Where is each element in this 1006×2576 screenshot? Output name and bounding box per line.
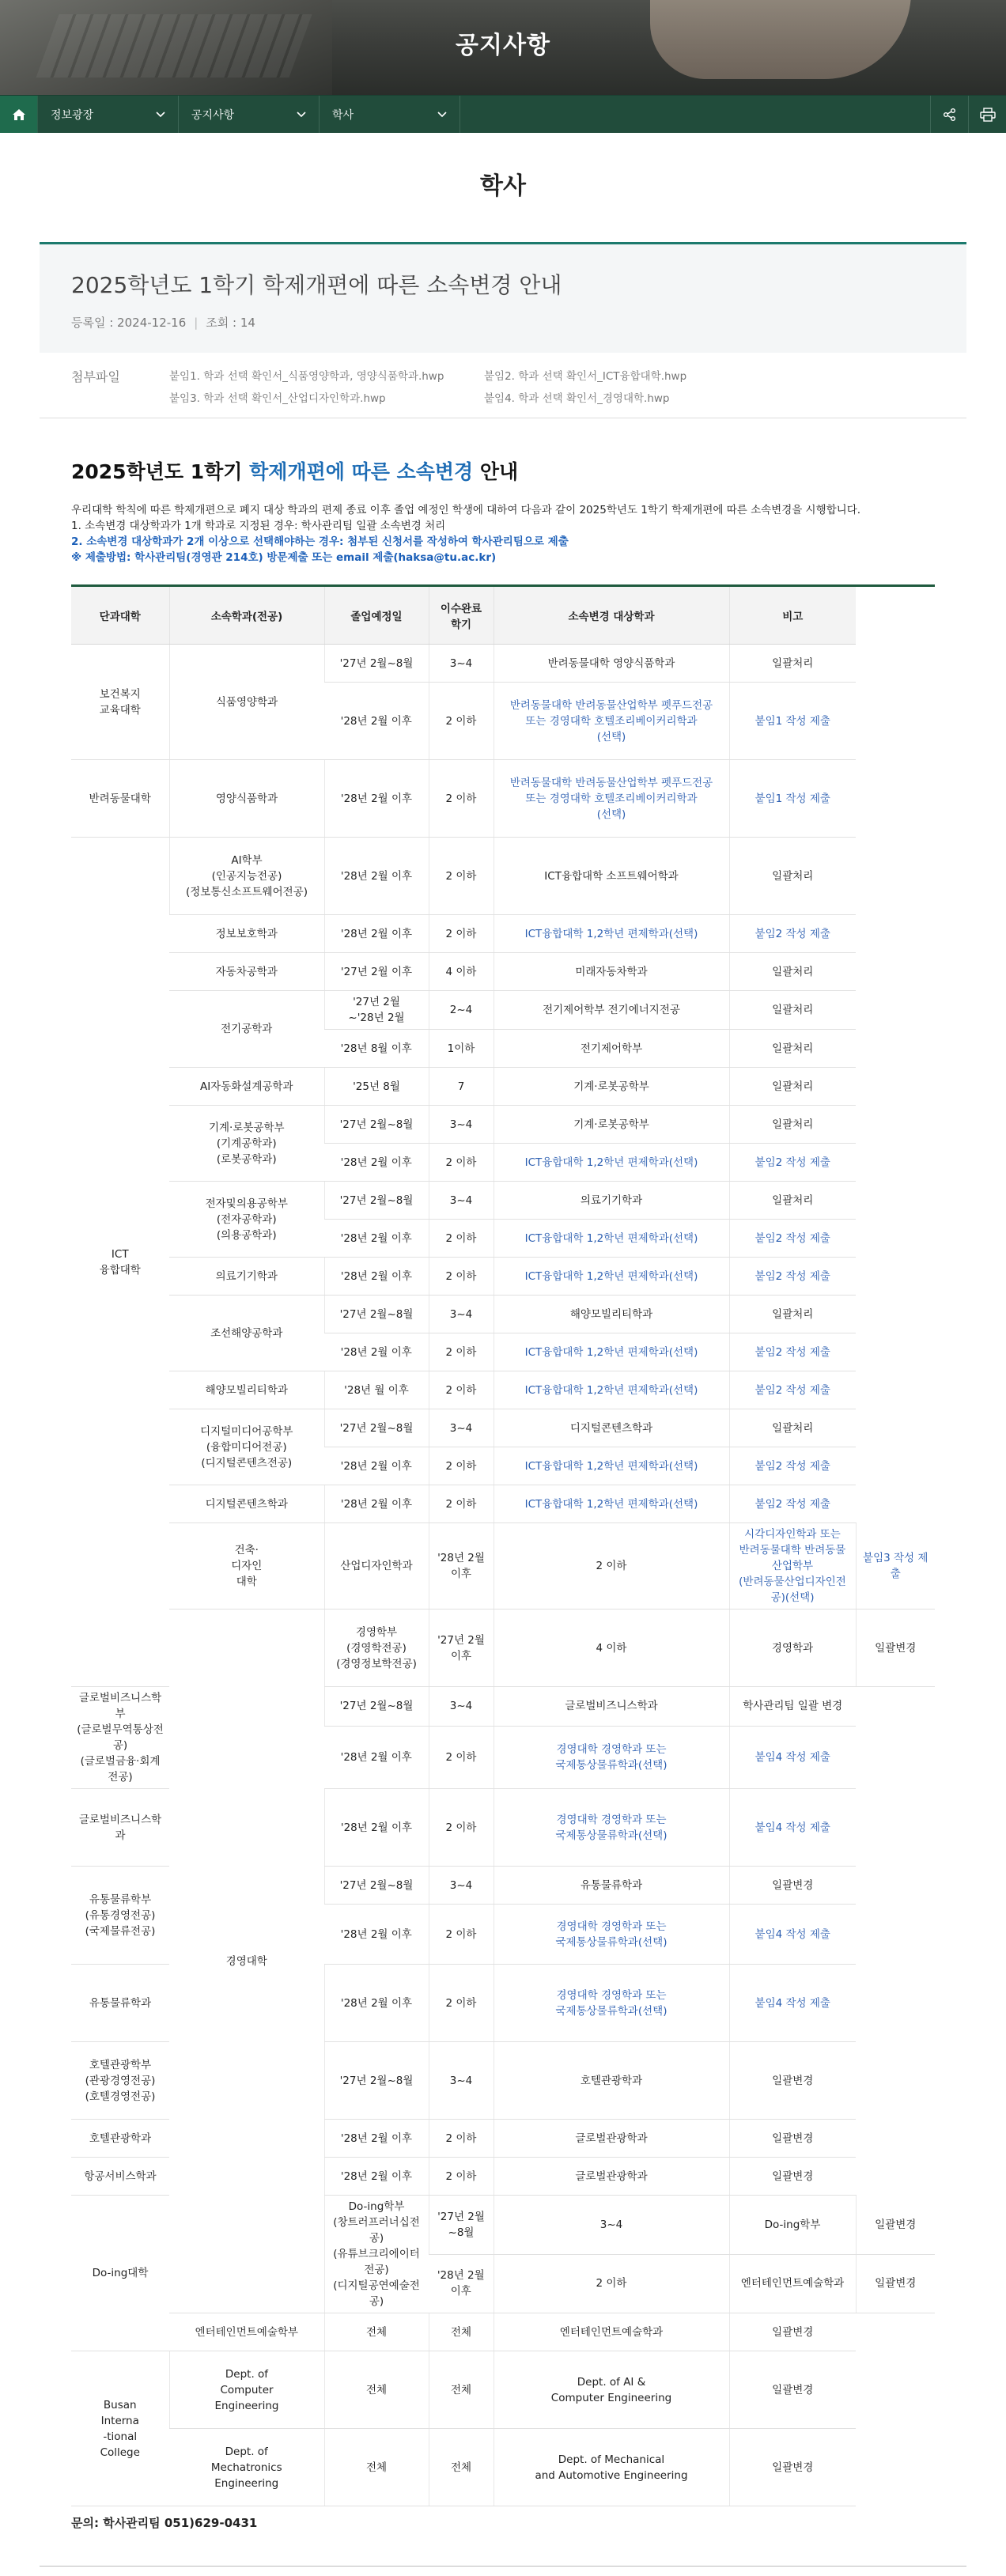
table-cell: 글로벌관광학과 — [494, 2158, 729, 2196]
table-row — [71, 1610, 935, 1687]
table-cell: '28년 2월 이후 — [324, 760, 429, 838]
home-icon — [12, 108, 26, 122]
attachment-link[interactable]: 붙임3. 학과 선택 확인서_산업디자인학과.hwp — [169, 392, 386, 405]
table-cell: 반려동물대학 — [71, 760, 169, 838]
table-cell: 붙임4 작성 제출 — [729, 1905, 856, 1965]
table-cell: '28년 2월 이후 — [324, 838, 429, 915]
table-cell: 엔터테인먼트예술학부 — [169, 2313, 324, 2351]
print-button[interactable] — [968, 96, 1006, 133]
table-cell: 3~4 — [429, 1687, 494, 1727]
table-cell: 붙임1 작성 제출 — [729, 760, 856, 838]
table-cell: '27년 2월~8월 — [324, 1106, 429, 1144]
table-cell: 2 이하 — [429, 1371, 494, 1409]
content-heading: 2025학년도 1학기 학제개편에 따른 소속변경 안내 — [71, 460, 519, 483]
table-cell: '28년 2월 이후 — [324, 1965, 429, 2042]
table-cell: 붙임2 작성 제출 — [729, 915, 856, 953]
table-cell: 경영대학 경영학과 또는 국제통상물류학과(선택) — [494, 1789, 729, 1867]
table-cell: 2~4 — [429, 991, 494, 1030]
table-cell: 경영학부 (경영학전공) (경영정보학전공) — [324, 1610, 429, 1687]
column-header: 소속변경 대상학과 — [494, 586, 729, 645]
table-cell: 호텔관광학부 (관광경영전공) (호텔경영전공) — [71, 2042, 169, 2120]
table-cell: 붙임2 작성 제출 — [729, 1144, 856, 1182]
table-cell: 붙임2 작성 제출 — [729, 1371, 856, 1409]
table-cell: 반려동물대학 영양식품학과 — [494, 645, 729, 683]
table-cell: 2 이하 — [429, 1905, 494, 1965]
table-cell: 정보보호학과 — [169, 915, 324, 953]
table-cell: '28년 2월 이후 — [324, 1144, 429, 1182]
table-cell: 전기공학과 — [169, 991, 324, 1068]
table-cell: '28년 2월 이후 — [324, 1258, 429, 1296]
table-cell: 항공서비스학과 — [71, 2158, 169, 2196]
table-cell: 붙임2 작성 제출 — [729, 1447, 856, 1485]
table-cell: 조선해양공학과 — [169, 1296, 324, 1371]
table-cell: '28년 월 이후 — [324, 1371, 429, 1409]
post-content — [40, 456, 966, 2531]
share-icon — [943, 108, 957, 122]
table-row — [71, 1182, 935, 1220]
table-cell: 2 이하 — [429, 1447, 494, 1485]
table-cell: 유통물류학부 (유통경영전공) (국제물류전공) — [71, 1867, 169, 1965]
table-cell: 2 이하 — [429, 1965, 494, 2042]
contact-info: 문의: 학사관리팀 051)629-0431 — [71, 2516, 258, 2530]
table-row — [71, 645, 935, 683]
table-cell: 붙임2 작성 제출 — [729, 1258, 856, 1296]
table-cell: 4 이하 — [494, 1610, 729, 1687]
chevron-down-icon — [297, 112, 306, 118]
table-cell: 경영대학 — [169, 1610, 324, 2313]
table-cell: '27년 2월 이후 — [429, 1610, 494, 1687]
table-cell: '27년 2월~8월 — [324, 1409, 429, 1447]
nav-dropdown-info[interactable] — [38, 96, 179, 133]
table-cell: 일괄처리 — [729, 1030, 856, 1068]
table-cell: Do-ing학부 (창트러프러너십전공) (유튜브크리에이터전공) (디지털공연예술전공) — [324, 2196, 429, 2313]
table-cell: 3~4 — [429, 1296, 494, 1333]
table-cell: '28년 2월 이후 — [324, 915, 429, 953]
table-row — [71, 991, 935, 1030]
table-cell: 글로벌비즈니스학부 (글로벌무역통상전공) (글로벌금융·회계전공) — [71, 1687, 169, 1789]
table-row — [71, 1296, 935, 1333]
table-cell: 전체 — [324, 2313, 429, 2351]
table-cell: ICT융합대학 1,2학년 편제학과(선택) — [494, 1485, 729, 1523]
table-cell: 7 — [429, 1068, 494, 1106]
table-cell: 2 이하 — [429, 1144, 494, 1182]
table-cell: 붙임2 작성 제출 — [729, 1220, 856, 1258]
table-cell: 2 이하 — [429, 915, 494, 953]
table-cell: 경영대학 경영학과 또는 국제통상물류학과(선택) — [494, 1965, 729, 2042]
table-cell: 2 이하 — [494, 2254, 729, 2313]
post-meta: 등록일 : 2024-12-16 | 조회 : 14 — [71, 316, 255, 330]
table-cell: 일괄처리 — [729, 953, 856, 991]
table-cell: '27년 2월~8월 — [324, 1687, 429, 1727]
table-cell: 3~4 — [429, 1106, 494, 1144]
post-header — [40, 242, 966, 353]
table-cell: 2 이하 — [429, 760, 494, 838]
table-cell: '28년 2월 이후 — [324, 1220, 429, 1258]
attachment-link[interactable]: 붙임2. 학과 선택 확인서_ICT융합대학.hwp — [484, 370, 687, 383]
hero-banner — [0, 0, 1006, 95]
table-cell: 3~4 — [429, 2042, 494, 2120]
table-cell: 일괄변경 — [729, 2313, 856, 2351]
table-cell: '27년 2월~8월 — [324, 2042, 429, 2120]
table-row — [71, 1068, 935, 1106]
table-cell: '28년 2월 이후 — [324, 2158, 429, 2196]
table-cell: '28년 2월 이후 — [324, 1447, 429, 1485]
table-cell: 붙임3 작성 제출 — [856, 1523, 935, 1610]
table-cell: '28년 2월 이후 — [429, 1523, 494, 1610]
attachment-link[interactable]: 붙임4. 학과 선택 확인서_경영대학.hwp — [484, 392, 670, 405]
intro-paragraph: 우리대학 학칙에 따른 학제개편으로 폐지 대상 학과의 편제 종료 이후 졸업 예정인 학생에 대하여 다음과 같이 2025학년도 1학기 학제개편에 따른 소속변경을 시행합니다. — [71, 504, 861, 516]
table-cell: '27년 2월~8월 — [324, 1296, 429, 1333]
table-cell: 붙임1 작성 제출 — [729, 683, 856, 760]
table-row — [71, 838, 935, 915]
attachments-label: 첨부파일 — [71, 369, 120, 384]
table-cell: 붙임4 작성 제출 — [729, 1726, 856, 1788]
table-cell: AI자동화설계공학과 — [169, 1068, 324, 1106]
table-cell: 글로벌비즈니스학과 — [494, 1687, 729, 1727]
table-cell: ICT융합대학 1,2학년 편제학과(선택) — [494, 1258, 729, 1296]
table-cell: 산업디자인학과 — [324, 1523, 429, 1610]
table-cell: 붙임4 작성 제출 — [729, 1789, 856, 1867]
table-cell: ICT융합대학 1,2학년 편제학과(선택) — [494, 915, 729, 953]
table-cell: 영양식품학과 — [169, 760, 324, 838]
table-row — [71, 1371, 935, 1409]
table-cell: '27년 2월 ~'28년 2월 — [324, 991, 429, 1030]
nav-dropdown-label: 공지사항 — [191, 108, 235, 122]
table-cell: ICT융합대학 1,2학년 편제학과(선택) — [494, 1333, 729, 1371]
table-cell: AI학부 (인공지능전공) (정보통신소프트웨어전공) — [169, 838, 324, 915]
nav-dropdown-label: 정보광장 — [51, 108, 94, 122]
table-cell: 일괄변경 — [856, 2196, 935, 2255]
table-cell: 디지털콘텐츠학과 — [494, 1409, 729, 1447]
table-cell: 3~4 — [494, 2196, 729, 2255]
table-cell: ICT융합대학 1,2학년 편제학과(선택) — [494, 1220, 729, 1258]
table-row — [71, 915, 935, 953]
table-cell: 일괄처리 — [729, 1068, 856, 1106]
print-icon — [980, 108, 996, 122]
intro-rule-2: 2. 소속변경 대상학과가 2개 이상으로 선택해야하는 경우: 첨부된 신청서를 작성하여 학사관리팀으로 제출 — [71, 535, 569, 548]
table-cell: 경영대학 경영학과 또는 국제통상물류학과(선택) — [494, 1726, 729, 1788]
table-cell: 전체 — [429, 2429, 494, 2506]
table-cell: 일괄변경 — [729, 2042, 856, 2120]
table-cell: '28년 2월 이후 — [324, 1905, 429, 1965]
attachments — [40, 353, 966, 418]
table-cell: 전자및의용공학부 (전자공학과) (의용공학과) — [169, 1182, 324, 1258]
table-cell: '27년 2월~8월 — [324, 1182, 429, 1220]
table-cell: Do-ing학부 — [729, 2196, 856, 2255]
table-cell: 붙임2 작성 제출 — [729, 1333, 856, 1371]
post-title: 2025학년도 1학기 학제개편에 따른 소속변경 안내 — [71, 272, 562, 298]
table-cell: '27년 2월~8월 — [324, 645, 429, 683]
table-cell: 해양모빌리티학과 — [169, 1371, 324, 1409]
table-cell: 의료기기학과 — [169, 1258, 324, 1296]
table-cell: '27년 2월~8월 — [429, 2196, 494, 2255]
share-button[interactable] — [930, 96, 968, 133]
table-cell: '25년 8월 — [324, 1068, 429, 1106]
table-cell: 일괄처리 — [729, 1182, 856, 1220]
table-cell: 2 이하 — [429, 1726, 494, 1788]
chevron-down-icon — [437, 112, 447, 118]
table-cell: 일괄처리 — [729, 645, 856, 683]
table-cell: '28년 2월 이후 — [324, 1726, 429, 1788]
table-cell: 2 이하 — [429, 2120, 494, 2158]
table-cell: Busan Interna -tional College — [71, 2351, 169, 2506]
table-cell: 글로벌비즈니스학과 — [71, 1789, 169, 1867]
breadcrumb-nav — [0, 95, 1006, 133]
table-cell: 전체 — [429, 2313, 494, 2351]
column-header: 비고 — [729, 586, 856, 645]
board-view — [40, 242, 966, 2567]
table-cell: 일괄변경 — [729, 1867, 856, 1905]
table-cell: 2 이하 — [494, 1523, 729, 1610]
table-cell: 3~4 — [429, 1409, 494, 1447]
table-cell: '27년 2월 이후 — [324, 953, 429, 991]
table-cell: 미래자동차학과 — [494, 953, 729, 991]
column-header: 이수완료 학기 — [429, 586, 494, 645]
table-row — [71, 1258, 935, 1296]
table-cell: 반려동물대학 반려동물산업학부 펫푸드전공 또는 경영대학 호텔조리베이커리학과 (선택) — [494, 683, 729, 760]
table-cell: 엔터테인먼트예술학과 — [729, 2254, 856, 2313]
table-cell: '28년 2월 이후 — [429, 2254, 494, 2313]
table-cell: 전체 — [324, 2351, 429, 2429]
table-row — [71, 1523, 935, 1610]
table-cell: 붙임2 작성 제출 — [729, 1485, 856, 1523]
table-row — [71, 1106, 935, 1144]
table-cell: 자동차공학과 — [169, 953, 324, 991]
table-cell: '27년 2월~8월 — [324, 1867, 429, 1905]
table-cell: 반려동물대학 반려동물산업학부 펫푸드전공 또는 경영대학 호텔조리베이커리학과 (선택) — [494, 760, 729, 838]
table-cell: 2 이하 — [429, 683, 494, 760]
table-cell: 2 이하 — [429, 2158, 494, 2196]
table-cell: 일괄처리 — [729, 838, 856, 915]
table-cell: 일괄처리 — [729, 1296, 856, 1333]
table-cell: 호텔관광학과 — [71, 2120, 169, 2158]
table-cell: 2 이하 — [429, 1485, 494, 1523]
table-cell: 기계·로봇공학부 (기계공학과) (로봇공학과) — [169, 1106, 324, 1182]
table-cell: 의료기기학과 — [494, 1182, 729, 1220]
table-cell: ICT 융합대학 — [71, 838, 169, 1687]
table-cell: 1이하 — [429, 1030, 494, 1068]
intro-text — [71, 502, 935, 566]
table-cell: 3~4 — [429, 1182, 494, 1220]
table-cell: Do-ing대학 — [71, 2196, 169, 2351]
table-cell: 일괄처리 — [729, 1106, 856, 1144]
column-header: 단과대학 — [71, 586, 169, 645]
table-cell: Dept. of Computer Engineering — [169, 2351, 324, 2429]
table-cell: 디지털콘텐츠학과 — [169, 1485, 324, 1523]
table-cell: '28년 2월 이후 — [324, 1485, 429, 1523]
table-cell: 학사관리팀 일괄 변경 — [729, 1687, 856, 1727]
table-cell: 전기제어학부 — [494, 1030, 729, 1068]
table-row — [71, 2429, 935, 2506]
nav-dropdown-label: 학사 — [332, 108, 354, 122]
table-row — [71, 2351, 935, 2429]
table-row — [71, 1485, 935, 1523]
table-cell: 엔터테인먼트예술학과 — [494, 2313, 729, 2351]
table-cell: '28년 2월 이후 — [324, 683, 429, 760]
table-cell: 전체 — [324, 2429, 429, 2506]
table-cell: 일괄변경 — [729, 2120, 856, 2158]
nav-dropdown-notice[interactable] — [179, 96, 320, 133]
table-body — [71, 645, 935, 2506]
home-button[interactable] — [0, 96, 38, 133]
table-cell: 일괄변경 — [729, 2158, 856, 2196]
table-row — [71, 953, 935, 991]
table-cell: ICT융합대학 1,2학년 편제학과(선택) — [494, 1371, 729, 1409]
table-cell: 일괄변경 — [856, 2254, 935, 2313]
table-cell: 시각디자인학과 또는 반려동물대학 반려동물산업학부 (반려동물산업디자인전공)(선택) — [729, 1523, 856, 1610]
table-cell: ICT융합대학 1,2학년 편제학과(선택) — [494, 1144, 729, 1182]
table-cell: 전체 — [429, 2351, 494, 2429]
table-cell: 2 이하 — [429, 1220, 494, 1258]
table-cell: Dept. of AI & Computer Engineering — [494, 2351, 729, 2429]
hero-title: 공지사항 — [456, 32, 550, 59]
divider — [40, 2566, 966, 2567]
table-cell: 식품영양학과 — [169, 645, 324, 760]
table-cell: 일괄변경 — [729, 2429, 856, 2506]
table-cell: '28년 2월 이후 — [324, 1789, 429, 1867]
table-cell: 글로벌관광학과 — [494, 2120, 729, 2158]
table-cell: 3~4 — [429, 1867, 494, 1905]
nav-dropdown-academic[interactable] — [320, 96, 460, 133]
table-cell: Dept. of Mechatronics Engineering — [169, 2429, 324, 2506]
table-cell: 3~4 — [429, 645, 494, 683]
department-change-table — [71, 584, 935, 2506]
post-views: 조회 : 14 — [206, 316, 255, 330]
table-cell: '28년 8월 이후 — [324, 1030, 429, 1068]
table-cell: 보건복지 교육대학 — [71, 645, 169, 760]
table-cell: '28년 2월 이후 — [324, 2120, 429, 2158]
page-title: 학사 — [480, 172, 526, 200]
attachment-link[interactable]: 붙임1. 학과 선택 확인서_식품영양학과, 영양식품학과.hwp — [169, 370, 444, 383]
table-cell: 해양모빌리티학과 — [494, 1296, 729, 1333]
table-cell: '28년 2월 이후 — [324, 1333, 429, 1371]
table-cell: 호텔관광학과 — [494, 2042, 729, 2120]
table-row — [71, 760, 935, 838]
table-cell: 경영학과 — [729, 1610, 856, 1687]
table-cell: ICT융합대학 1,2학년 편제학과(선택) — [494, 1447, 729, 1485]
column-header: 소속학과(전공) — [169, 586, 324, 645]
table-cell: 기계·로봇공학부 — [494, 1068, 729, 1106]
table-cell: 경영대학 경영학과 또는 국제통상물류학과(선택) — [494, 1905, 729, 1965]
table-cell: 2 이하 — [429, 1789, 494, 1867]
table-cell: ICT융합대학 소프트웨어학과 — [494, 838, 729, 915]
submission-method: ※ 제출방법: 학사관리팀(경영관 214호) 방문제출 또는 email 제출(haksa@tu.ac.kr) — [71, 551, 497, 564]
table-cell: 유통물류학과 — [71, 1965, 169, 2042]
table-cell: 붙임4 작성 제출 — [729, 1965, 856, 2042]
table-cell: 일괄처리 — [729, 1409, 856, 1447]
table-cell: 4 이하 — [429, 953, 494, 991]
table-row — [71, 2313, 935, 2351]
table-header-row — [71, 586, 935, 645]
table-cell: 일괄변경 — [856, 1610, 935, 1687]
table-cell: 유통물류학과 — [494, 1867, 729, 1905]
table-cell: 전기제어학부 전기에너지전공 — [494, 991, 729, 1030]
table-cell: 2 이하 — [429, 1258, 494, 1296]
table-row — [71, 1409, 935, 1447]
post-date: 등록일 : 2024-12-16 — [71, 316, 187, 330]
table-cell: 2 이하 — [429, 1333, 494, 1371]
column-header: 졸업예정일 — [324, 586, 429, 645]
table-cell: 디지털미디어공학부 (융합미디어전공) (디지털콘텐츠전공) — [169, 1409, 324, 1485]
table-cell: 일괄처리 — [729, 991, 856, 1030]
chevron-down-icon — [156, 112, 165, 118]
table-cell: 2 이하 — [429, 838, 494, 915]
table-cell: 일괄변경 — [729, 2351, 856, 2429]
table-cell: 기계·로봇공학부 — [494, 1106, 729, 1144]
table-cell: 건축· 디자인 대학 — [169, 1523, 324, 1610]
table-cell: Dept. of Mechanical and Automotive Engineering — [494, 2429, 729, 2506]
intro-rule-1: 1. 소속변경 대상학과가 1개 학과로 지정된 경우: 학사관리팀 일괄 소속변경 처리 — [71, 520, 446, 532]
